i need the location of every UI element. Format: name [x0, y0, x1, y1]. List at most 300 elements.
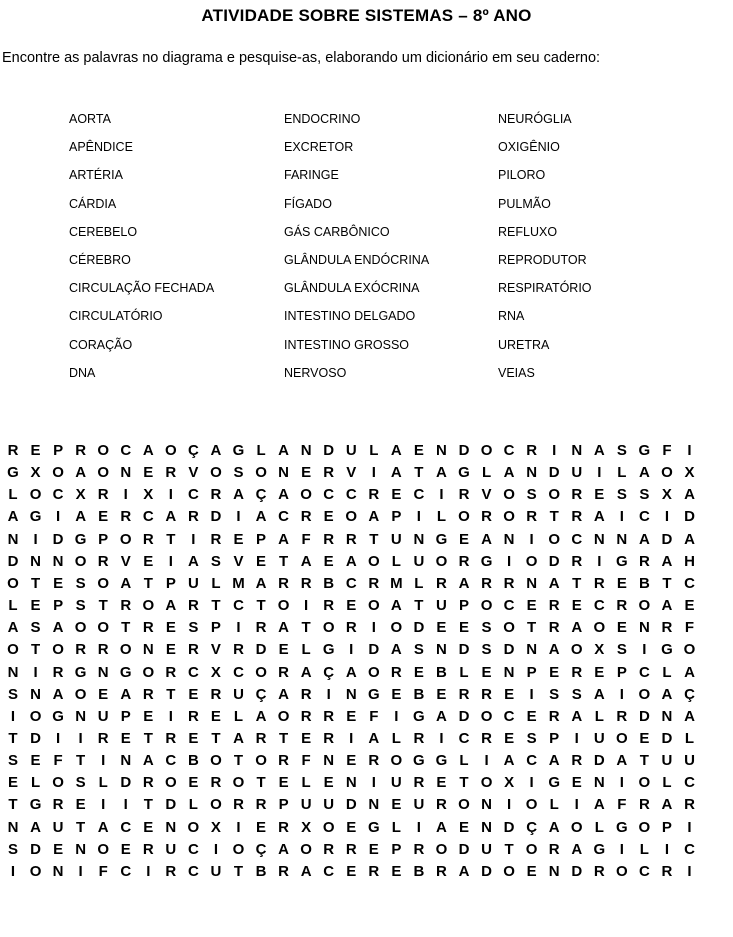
grid-letter: I	[416, 818, 421, 836]
grid-letter: S	[7, 840, 18, 858]
grid-letter: L	[459, 663, 469, 681]
grid-letter: R	[278, 574, 290, 592]
grid-letter: B	[413, 685, 425, 703]
grid-letter: E	[53, 574, 64, 592]
grid-letter: Ç	[526, 818, 538, 836]
grid-letter: A	[571, 707, 583, 725]
grid-letter: C	[593, 597, 605, 615]
grid-letter: O	[570, 818, 583, 836]
grid-letter: S	[75, 597, 86, 615]
grid-letter: N	[75, 707, 87, 725]
word-list-item: DNA	[69, 365, 96, 380]
grid-letter: R	[368, 574, 380, 592]
grid-letter: R	[413, 729, 425, 747]
grid-letter: E	[143, 707, 154, 725]
grid-letter: O	[210, 796, 222, 814]
grid-letter: R	[142, 619, 154, 637]
grid-letter: C	[638, 663, 650, 681]
grid-letter: I	[371, 774, 376, 792]
grid-letter: U	[210, 862, 222, 880]
grid-letter: R	[436, 574, 447, 592]
grid-letter: O	[503, 508, 515, 526]
grid-letter: A	[661, 597, 673, 615]
grid-letter: V	[233, 552, 244, 570]
grid-letter: A	[684, 530, 695, 548]
grid-letter: O	[525, 552, 538, 570]
grid-letter: D	[458, 840, 470, 858]
grid-letter: O	[638, 597, 651, 615]
grid-letter: B	[187, 752, 199, 770]
grid-letter: G	[29, 508, 42, 526]
grid-letter: N	[120, 752, 132, 770]
grid-letter: R	[210, 530, 222, 548]
grid-letter: X	[210, 663, 221, 681]
grid-letter: O	[683, 641, 696, 659]
grid-letter: A	[120, 685, 132, 703]
word-list-item: VEIAS	[498, 365, 535, 380]
grid-letter: N	[323, 752, 335, 770]
grid-letter: A	[75, 464, 87, 482]
grid-letter: E	[346, 597, 357, 615]
grid-letter: D	[7, 552, 19, 570]
grid-letter: O	[367, 552, 380, 570]
grid-letter: L	[233, 707, 244, 725]
grid-letter: X	[594, 641, 605, 659]
grid-letter: G	[435, 530, 448, 548]
grid-letter: T	[549, 508, 559, 526]
grid-letter: R	[368, 862, 380, 880]
grid-letter: R	[481, 685, 492, 703]
grid-letter: N	[7, 663, 19, 681]
grid-letter: N	[571, 442, 583, 459]
grid-letter: O	[210, 752, 222, 770]
grid-letter: B	[323, 574, 335, 592]
grid-letter: G	[322, 641, 335, 659]
grid-letter: R	[571, 552, 583, 570]
grid-letter: A	[436, 707, 447, 725]
grid-letter: R	[323, 530, 335, 548]
grid-letter: R	[165, 729, 177, 747]
grid-letter: A	[390, 442, 402, 459]
grid-letter: A	[345, 552, 357, 570]
grid-letter: A	[638, 530, 650, 548]
grid-letter: E	[210, 707, 221, 725]
grid-letter: S	[616, 442, 627, 459]
grid-letter: N	[503, 663, 515, 681]
grid-letter: A	[7, 508, 19, 526]
grid-letter: C	[503, 597, 515, 615]
grid-letter: G	[413, 752, 425, 770]
grid-letter: B	[413, 862, 425, 880]
grid-letter: O	[638, 818, 651, 836]
grid-letter: E	[458, 619, 469, 637]
grid-letter: E	[143, 464, 154, 482]
word-list-item: NEURÓGLIA	[498, 112, 572, 126]
grid-letter: R	[255, 729, 267, 747]
grid-letter: R	[7, 442, 19, 459]
grid-letter: O	[7, 641, 19, 659]
grid-letter: R	[278, 752, 290, 770]
grid-letter: T	[369, 530, 379, 548]
grid-letter: F	[617, 796, 627, 814]
grid-letter: C	[684, 574, 695, 592]
instructions-text: Encontre as palavras no diagrama e pesquise-as, elaborando um dicionário em seu caderno:	[2, 50, 601, 66]
grid-letter: X	[210, 818, 221, 836]
grid-letter: R	[526, 508, 538, 526]
grid-letter: N	[142, 641, 154, 659]
grid-letter: C	[323, 862, 335, 880]
grid-letter: O	[255, 464, 267, 482]
grid-letter: T	[211, 729, 221, 747]
grid-letter: Ç	[255, 486, 267, 504]
grid-letter: I	[439, 729, 444, 747]
grid-letter: O	[29, 707, 42, 725]
grid-letter: I	[439, 486, 444, 504]
grid-letter: U	[165, 840, 177, 858]
grid-letter: N	[165, 818, 177, 836]
grid-letter: T	[572, 574, 582, 592]
word-list-item: FÍGADO	[284, 196, 332, 211]
grid-letter: O	[480, 597, 493, 615]
grid-letter: E	[413, 442, 424, 459]
grid-letter: R	[52, 796, 64, 814]
grid-letter: L	[684, 729, 695, 747]
grid-letter: G	[119, 663, 132, 681]
grid-letter: A	[616, 752, 628, 770]
grid-letter: R	[210, 486, 222, 504]
word-list-item: AORTA	[69, 112, 111, 126]
grid-letter: O	[480, 442, 493, 459]
grid-letter: T	[166, 530, 176, 548]
grid-letter: A	[300, 552, 312, 570]
grid-letter: O	[74, 552, 87, 570]
grid-letter: R	[684, 796, 695, 814]
grid-letter: R	[165, 862, 177, 880]
grid-letter: I	[168, 707, 173, 725]
grid-letter: T	[211, 597, 221, 615]
grid-letter: A	[593, 442, 605, 459]
grid-letter: D	[503, 641, 515, 659]
grid-letter: A	[278, 530, 290, 548]
grid-letter: G	[74, 530, 87, 548]
grid-letter: A	[75, 508, 87, 526]
grid-letter: U	[413, 552, 425, 570]
grid-letter: Ç	[255, 685, 267, 703]
grid-letter: L	[188, 796, 198, 814]
grid-letter: R	[593, 862, 605, 880]
grid-letter: E	[323, 508, 334, 526]
grid-letter: A	[278, 486, 290, 504]
grid-letter: U	[436, 597, 447, 615]
grid-letter: V	[481, 486, 492, 504]
grid-letter: T	[639, 752, 649, 770]
grid-letter: L	[662, 774, 672, 792]
grid-letter: E	[639, 729, 650, 747]
grid-letter: N	[661, 707, 673, 725]
grid-letter: I	[101, 796, 106, 814]
grid-letter: O	[593, 619, 606, 637]
grid-letter: A	[458, 574, 470, 592]
grid-letter: G	[29, 796, 42, 814]
grid-letter: S	[75, 574, 86, 592]
word-list-item: RNA	[498, 309, 525, 324]
word-list-item: CÉREBRO	[69, 252, 131, 267]
grid-letter: N	[616, 530, 628, 548]
grid-letter: E	[594, 663, 605, 681]
grid-letter: G	[548, 774, 561, 792]
word-list-item: FARINGE	[284, 168, 339, 183]
grid-letter: E	[368, 840, 379, 858]
grid-letter: I	[687, 818, 692, 836]
grid-letter: E	[391, 796, 402, 814]
grid-letter: R	[255, 619, 267, 637]
grid-letter: D	[165, 796, 177, 814]
grid-letter: O	[503, 619, 515, 637]
grid-letter: R	[142, 840, 154, 858]
grid-letter: C	[142, 508, 154, 526]
grid-letter: C	[187, 663, 199, 681]
grid-letter: D	[661, 530, 673, 548]
grid-letter: T	[233, 862, 244, 880]
grid-letter: P	[120, 707, 131, 725]
word-column-3	[498, 110, 592, 392]
grid-letter: U	[233, 685, 244, 703]
grid-letter: D	[413, 619, 425, 637]
grid-letter: R	[481, 729, 492, 747]
grid-letter: F	[369, 707, 379, 725]
page-title: ATIVIDADE SOBRE SISTEMAS – 8º ANO	[201, 6, 532, 25]
grid-letter: X	[684, 464, 695, 482]
grid-letter: A	[638, 464, 650, 482]
word-list-item: RESPIRATÓRIO	[498, 281, 592, 296]
grid-letter: D	[481, 862, 492, 880]
grid-letter: R	[142, 685, 154, 703]
grid-letter: U	[300, 796, 312, 814]
grid-letter: C	[638, 862, 650, 880]
grid-letter: R	[571, 752, 583, 770]
grid-letter: N	[548, 862, 560, 880]
grid-letter: O	[74, 685, 87, 703]
grid-letter: N	[30, 685, 41, 703]
grid-letter: I	[213, 840, 219, 858]
grid-letter: Ç	[684, 685, 695, 703]
grid-letter: I	[619, 840, 624, 858]
word-list-item: ENDOCRINO	[284, 112, 361, 126]
grid-letter: O	[458, 508, 470, 526]
grid-letter: P	[256, 530, 267, 548]
grid-letter: I	[168, 486, 173, 504]
grid-letter: I	[304, 597, 309, 615]
grid-letter: X	[301, 818, 312, 836]
grid-letter: Ç	[255, 840, 267, 858]
grid-letter: I	[10, 707, 16, 725]
grid-letter: I	[529, 774, 534, 792]
grid-letter: E	[233, 530, 244, 548]
grid-letter: G	[480, 552, 493, 570]
grid-letter: O	[616, 862, 628, 880]
grid-letter: E	[120, 840, 131, 858]
grid-letter: O	[638, 685, 651, 703]
word-list-item: OXIGÊNIO	[498, 140, 560, 155]
grid-letter: A	[436, 464, 447, 482]
grid-letter: R	[300, 508, 312, 526]
grid-letter: P	[549, 729, 560, 747]
grid-letter: F	[301, 530, 311, 548]
grid-letter: P	[98, 530, 109, 548]
grid-letter: D	[684, 508, 695, 526]
grid-letter: R	[548, 597, 560, 615]
grid-letter: T	[301, 619, 311, 637]
grid-letter: A	[52, 619, 64, 637]
grid-letter: O	[503, 486, 515, 504]
grid-letter: D	[345, 796, 357, 814]
grid-letter: A	[571, 840, 583, 858]
grid-letter: L	[256, 442, 266, 459]
grid-letter: O	[277, 707, 290, 725]
grid-letter: I	[552, 442, 557, 459]
grid-letter: O	[322, 818, 335, 836]
grid-letter: E	[98, 685, 109, 703]
grid-letter: N	[97, 663, 109, 681]
grid-letter: E	[301, 464, 312, 482]
grid-letter: D	[593, 752, 605, 770]
grid-letter: R	[458, 552, 470, 570]
grid-letter: A	[661, 796, 673, 814]
grid-letter: I	[416, 508, 421, 526]
grid-letter: U	[413, 796, 425, 814]
grid-letter: R	[390, 663, 402, 681]
grid-letter: U	[97, 707, 109, 725]
grid-letter: I	[56, 508, 61, 526]
grid-letter: R	[593, 574, 605, 592]
grid-letter: I	[664, 508, 670, 526]
grid-letter: A	[165, 508, 177, 526]
grid-letter: E	[684, 597, 695, 615]
grid-letter: E	[391, 486, 402, 504]
grid-letter: S	[7, 752, 18, 770]
grid-letter: D	[255, 641, 267, 659]
grid-letter: I	[123, 486, 128, 504]
grid-letter: O	[255, 663, 267, 681]
grid-letter: C	[345, 486, 357, 504]
grid-letter: E	[256, 818, 267, 836]
grid-letter: I	[236, 619, 241, 637]
grid-letter: C	[571, 530, 583, 548]
grid-letter: I	[101, 752, 106, 770]
grid-letter: E	[30, 597, 41, 615]
grid-letter: A	[165, 597, 177, 615]
grid-letter: R	[413, 840, 425, 858]
grid-letter: A	[210, 442, 222, 459]
grid-letter: R	[616, 707, 628, 725]
grid-letter: U	[390, 774, 402, 792]
grid-letter: O	[390, 752, 403, 770]
grid-letter: A	[233, 486, 244, 504]
grid-letter: E	[165, 641, 176, 659]
grid-letter: E	[526, 597, 537, 615]
grid-letter: S	[413, 641, 424, 659]
grid-letter: E	[7, 774, 18, 792]
grid-letter: R	[571, 508, 583, 526]
grid-letter: X	[504, 774, 515, 792]
grid-letter: I	[574, 729, 579, 747]
grid-letter: R	[548, 619, 560, 637]
grid-letter: O	[29, 486, 42, 504]
grid-letter: T	[143, 574, 153, 592]
grid-letter: P	[458, 597, 469, 615]
grid-letter: I	[664, 840, 670, 858]
word-list-item: GÁS CARBÔNICO	[284, 224, 390, 239]
grid-letter: A	[436, 818, 447, 836]
grid-letter: E	[323, 774, 334, 792]
grid-letter: A	[661, 552, 673, 570]
grid-letter: T	[30, 641, 41, 659]
word-list-item: CIRCULATÓRIO	[69, 309, 163, 324]
grid-letter: T	[279, 552, 289, 570]
grid-letter: E	[594, 486, 605, 504]
grid-letter: I	[236, 508, 241, 526]
grid-letter: G	[638, 442, 651, 459]
grid-letter: O	[165, 442, 177, 459]
grid-letter: T	[414, 597, 424, 615]
grid-letter: Ç	[187, 442, 199, 459]
grid-letter: R	[481, 508, 492, 526]
grid-letter: T	[98, 597, 108, 615]
grid-letter: R	[345, 619, 357, 637]
grid-letter: R	[97, 552, 109, 570]
grid-letter: N	[345, 774, 357, 792]
grid-letter: E	[165, 619, 176, 637]
grid-letter: R	[187, 508, 199, 526]
grid-letter: O	[548, 486, 561, 504]
grid-letter: P	[391, 508, 402, 526]
grid-letter: O	[74, 619, 87, 637]
grid-letter: T	[279, 729, 289, 747]
grid-letter: A	[684, 663, 695, 681]
grid-letter: O	[187, 818, 200, 836]
grid-letter: E	[436, 685, 447, 703]
grid-letter: S	[30, 619, 41, 637]
grid-letter: A	[368, 729, 380, 747]
grid-letter: R	[526, 442, 538, 459]
grid-letter: I	[619, 774, 624, 792]
word-column-1	[69, 110, 214, 392]
grid-letter: P	[391, 840, 402, 858]
grid-letter: S	[210, 552, 221, 570]
grid-letter: R	[142, 774, 154, 792]
grid-letter: B	[255, 862, 267, 880]
grid-letter: I	[529, 685, 534, 703]
grid-letter: L	[369, 442, 379, 459]
grid-letter: A	[548, 574, 560, 592]
grid-letter: O	[97, 442, 110, 459]
grid-letter: R	[97, 486, 109, 504]
grid-letter: N	[345, 685, 357, 703]
grid-letter: F	[301, 752, 311, 770]
grid-letter: X	[30, 464, 41, 482]
grid-letter: R	[638, 552, 650, 570]
grid-letter: R	[436, 862, 447, 880]
grid-letter: N	[413, 530, 425, 548]
grid-letter: A	[368, 508, 380, 526]
grid-letter: A	[548, 641, 560, 659]
grid-letter: N	[120, 464, 132, 482]
grid-letter: E	[346, 862, 357, 880]
grid-letter: Ç	[323, 663, 335, 681]
grid-letter: U	[593, 729, 605, 747]
grid-letter: L	[391, 818, 401, 836]
grid-letter: G	[661, 641, 673, 659]
